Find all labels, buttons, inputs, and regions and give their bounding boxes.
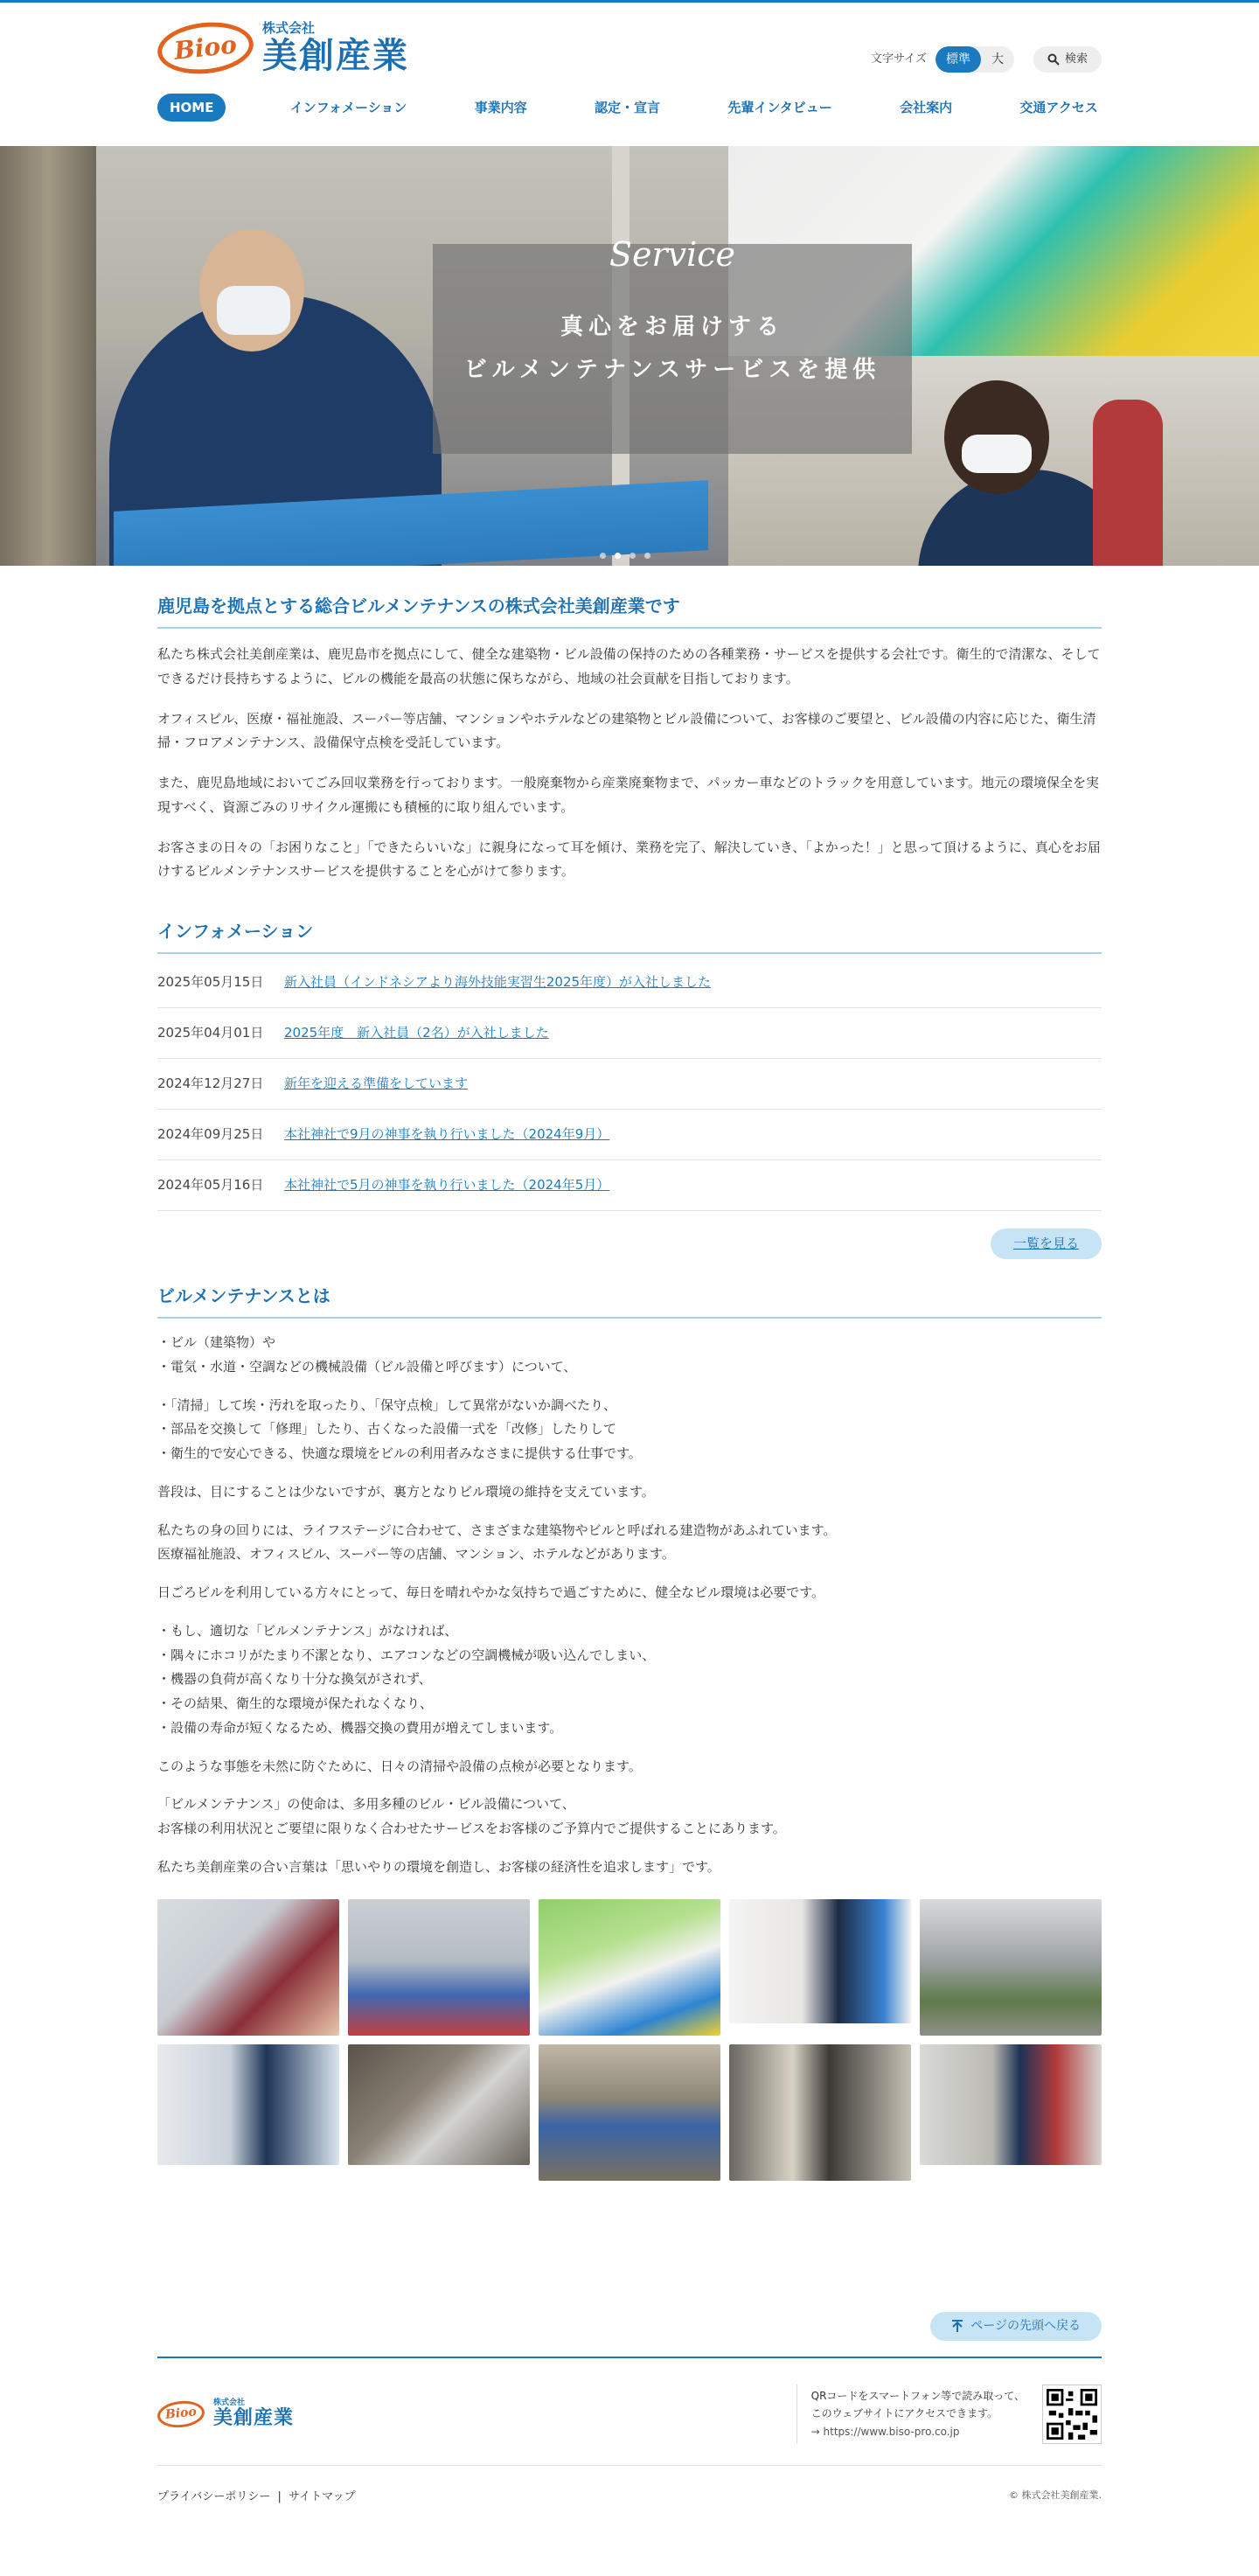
about-paragraph: 日ごろビルを利用している方々にとって、毎日を晴れやかな気持ちで過ごすために、健全なビル環境は必要です。 [157,1584,825,1600]
slider-dot[interactable] [630,553,636,559]
slider-dots [600,553,650,559]
nav-interview[interactable]: 先輩インタビュー [727,100,832,115]
about-paragraph: ・ビル（建築物）や ・電気・水道・空調などの機械設備（ビル設備と呼びます）について、 [157,1334,577,1375]
back-to-top-button[interactable] [930,2312,1102,2341]
footer-logo-name: 美創産業 [213,2407,295,2430]
gallery-photo [157,1899,339,2036]
news-date: 2025年04月01日 [157,1025,264,1041]
font-size-toggle [936,46,1014,73]
about-paragraph: ・もし、適切な「ビルメンテナンス」がなければ、 ・隅々にホコリがたまり不潔となり、エアコンなどの空調機械が吸い込んでしまい、 ・機器の負荷が高くなり十分な換気がされず、 ・その結果、衛生的な環境が保たれなくなり、 ・設備の寿命が短くなるため、機器交換の費用が増えてしまいます。 [157,1622,656,1736]
gallery-photo [348,1899,530,2036]
information-section [157,916,1102,1259]
photo-gallery [157,1899,1102,2181]
site-logo[interactable] [157,20,409,76]
news-item [157,1059,1102,1110]
gallery-photo [157,2044,339,2165]
nav-home[interactable]: HOME [157,94,226,122]
news-link[interactable]: 2025年度 新入社員（2名）が入社しました [284,1025,549,1041]
nav-information[interactable]: インフォメーション [289,100,407,115]
main-content [157,566,1102,2341]
back-to-top-label: ページの先頭へ戻る [970,2318,1081,2333]
nav-certification[interactable]: 認定・宣言 [595,100,661,115]
font-size-label: 文字サイズ [871,52,927,66]
qr-text: QRコードをスマートフォン等で読み取って、 [810,2390,1025,2403]
intro-paragraph: 私たち株式会社美創産業は、鹿児島市を拠点にして、健全な建築物・ビル設備の保持のための各種業務・サービスを提供する会社です。衛生的で清潔な、そしてできるだけ長持ちするように、ビルの機能を最高の状態に保ちながら、地域の社会貢献を目指しております。 [157,646,1101,686]
footer-logo[interactable] [157,2399,294,2428]
intro-section [157,590,1102,884]
intro-paragraph: また、鹿児島地域においてごみ回収業務を行っております。一般廃棄物から産業廃棄物まで、パッカー車などのトラックを用意しています。地元の環境保全を実現すべく、資源ごみのリサイクル運搬にも積極的に取り組んでいます。 [157,775,1100,815]
search-label: 検索 [1064,52,1088,66]
intro-paragraph: お客さまの日々の「お困りなこと」「できたらいいな」に親身になって耳を傾け、業務を完了、解決していき、「よかった！」と思って頂けるように、真心をお届けするビルメンテナンスサービスを提供することを心がけて参ります。 [157,839,1101,880]
qr-area [796,2385,1102,2444]
arrow-up-icon [951,2320,963,2332]
site-header [157,3,1102,146]
news-date: 2024年12月27日 [157,1076,264,1091]
news-link[interactable]: 本社神社で9月の神事を執り行いました（2024年9月） [284,1126,610,1142]
slider-dot-active[interactable] [615,553,621,559]
building-maintenance-section [157,1280,1102,2181]
nav-access[interactable]: 交通アクセス [1019,100,1098,115]
nav-business[interactable]: 事業内容 [474,100,527,115]
news-date: 2024年09月25日 [157,1126,264,1142]
logo-subtitle: 株式会社 [262,20,316,36]
news-item [157,1160,1102,1211]
copyright: © 株式会社美創産業. [1009,2489,1102,2501]
header-tools [871,46,1102,73]
about-paragraph: 私たちの身の回りには、ライフステージに合わせて、さまざまな建築物やビルと呼ばれる建造物があふれています。 医療福祉施設、オフィスビル、スーパー等の店舗、マンション、ホテルなどがあります。 [157,1521,837,1563]
font-size-large-button[interactable]: 大 [991,52,1004,66]
footer-logo-subtitle: 株式会社 [213,2398,246,2408]
about-paragraph: ・「清掃」して埃・汚れを取ったり、「保守点検」して異常がないか調べたり、 ・部品を交換して「修理」したり、古くなった設備一式を「改修」したりして ・衛生的で安心できる、快適な環境をビルの利用者みなさまに提供する仕事です。 [157,1396,642,1461]
hero-caption [433,235,912,454]
hero-line-1: 真心をお届けする [560,313,784,340]
about-paragraph: 「ビルメンテナンス」の使命は、多用多種のビル・ビル設備について、 お客様の利用状況とご要望に限りなく合わせたサービスをお客様のご予算内でご提供することにあります。 [157,1796,786,1836]
news-link[interactable]: 新入社員（インドネシアより海外技能実習生2025年度）が入社しました [284,974,712,990]
about-paragraph: このような事態を未然に防ぐために、日々の清掃や設備の点検が必要となります。 [157,1758,642,1774]
footer-logo-mark: Bioo [157,2398,206,2429]
building-maintenance-heading: ビルメンテナンスとは [157,1280,1102,1319]
news-item [157,1008,1102,1059]
news-link[interactable]: 本社神社で5月の神事を執り行いました（2024年5月） [284,1177,610,1193]
gallery-photo [729,1899,911,2023]
qr-text: このウェブサイトにアクセスできます。 [810,2407,998,2420]
logo-mark: Bioo [155,17,255,78]
view-all-button[interactable]: 一覧を見る [991,1229,1102,1259]
information-heading: インフォメーション [157,916,1102,954]
intro-paragraph: オフィスビル、医療・福祉施設、スーパー等店舗、マンションやホテルなどの建築物とビル設備について、お客様のご要望と、ビル設備の内容に応じた、衛生清掃・フロアメンテナンス、設備保守点検を受託しています。 [157,710,1096,751]
news-link[interactable]: 新年を迎える準備をしています [284,1076,469,1091]
footer-links [157,2487,356,2507]
global-nav [157,94,1102,122]
site-footer [157,2357,1102,2533]
sitemap-link[interactable]: サイトマップ [289,2489,356,2503]
hero-script: Service [609,235,736,274]
hero-slider [0,146,1259,566]
font-size-standard-button[interactable]: 標準 [936,46,981,73]
hero-line-2: ビルメンテナンスサービスを提供 [463,357,881,383]
news-date: 2025年05月15日 [157,974,264,990]
nav-company[interactable]: 会社案内 [900,100,953,115]
about-paragraph: 私たち美創産業の合い言葉は「思いやりの環境を創造し、お客様の経済性を追求します」です。 [157,1858,720,1875]
slider-dot[interactable] [644,553,650,559]
intro-heading: 鹿児島を拠点とする総合ビルメンテナンスの株式会社美創産業です [157,590,1102,629]
footer-link-separator: | [277,2489,282,2503]
news-date: 2024年05月16日 [157,1177,264,1193]
gallery-photo [539,2044,720,2181]
about-paragraph: 普段は、目にすることは少ないですが、裏方となりビル環境の維持を支えています。 [157,1483,655,1500]
qr-code-icon [1042,2385,1102,2444]
privacy-policy-link[interactable]: プライバシーポリシー [157,2489,271,2503]
gallery-photo [920,1899,1102,2036]
news-item [157,957,1102,1008]
gallery-photo [348,2044,530,2165]
search-icon [1047,53,1060,66]
gallery-photo [539,1899,720,2036]
gallery-photo [729,2044,911,2181]
news-item [157,1110,1102,1160]
slider-dot[interactable] [600,553,606,559]
site-url[interactable]: → https://www.biso-pro.co.jp [810,2425,960,2438]
search-button[interactable] [1033,46,1102,73]
logo-name: 美創産業 [262,36,409,76]
gallery-photo [920,2044,1102,2165]
